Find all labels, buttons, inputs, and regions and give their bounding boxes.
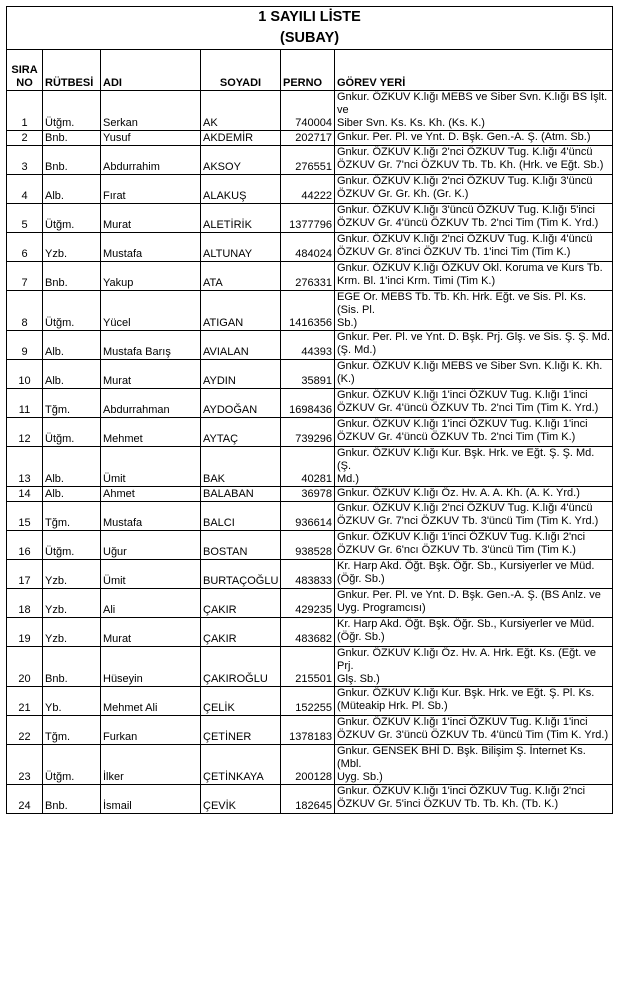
gorev-line-1: Gnkur. ÖZKUV K.lığı 2'nci ÖZKUV Tug. K.lığı 4'üncü [337, 502, 593, 514]
gorev-line-2: (Öğr. Sb.) [337, 631, 385, 643]
cell-soyadi: AVIALAN [201, 331, 281, 360]
header-row [7, 50, 613, 91]
cell-perno: 1698436 [281, 389, 335, 418]
personnel-table [6, 6, 613, 814]
cell-gorev-yeri [335, 389, 613, 418]
gorev-line-2: Siber Svn. Ks. Ks. Kh. (Ks. K.) [337, 117, 485, 129]
cell-adi: Murat [101, 360, 201, 389]
cell-perno: 429235 [281, 589, 335, 618]
cell-adi: Abdurrahim [101, 146, 201, 175]
cell-rutbe: Bnb. [43, 785, 101, 814]
cell-sira-no: 4 [7, 175, 43, 204]
cell-adi: Ümit [101, 447, 201, 487]
gorev-line-2: ÖZKUV Gr. 4'üncü ÖZKUV Tb. 2'nci Tim (Tim K. Yrd.) [337, 217, 599, 229]
table-row [7, 447, 613, 487]
cell-adi: Yakup [101, 262, 201, 291]
cell-perno: 938528 [281, 531, 335, 560]
cell-sira-no: 16 [7, 531, 43, 560]
cell-sira-no: 9 [7, 331, 43, 360]
gorev-line-1: Gnkur. ÖZKUV K.lığı 2'nci ÖZKUV Tug. K.lığı 3'üncü [337, 175, 593, 187]
cell-perno: 44393 [281, 331, 335, 360]
cell-perno: 484024 [281, 233, 335, 262]
cell-rutbe: Tğm. [43, 716, 101, 745]
cell-adi: Mehmet Ali [101, 687, 201, 716]
cell-sira-no: 15 [7, 502, 43, 531]
cell-adi: İlker [101, 745, 201, 785]
cell-soyadi: ATA [201, 262, 281, 291]
cell-sira-no: 2 [7, 131, 43, 146]
cell-soyadi: ÇAKIR [201, 618, 281, 647]
cell-adi: İsmail [101, 785, 201, 814]
gorev-line-2: ÖZKUV Gr. 7'nci ÖZKUV Tb. Tb. Kh. (Hrk. ve Eğt. Sb.) [337, 159, 604, 171]
document-sheet [6, 6, 612, 814]
gorev-line-1: EGE Or. MEBS Tb. Tb. Kh. Hrk. Eğt. ve Sis. Pl. Ks. (Sis. Pl. [337, 291, 587, 316]
header-rutbe: RÜTBESİ [43, 50, 101, 91]
header-adi: ADI [101, 50, 201, 91]
cell-sira-no: 3 [7, 146, 43, 175]
table-row [7, 618, 613, 647]
cell-adi: Mehmet [101, 418, 201, 447]
cell-rutbe: Bnb. [43, 647, 101, 687]
cell-soyadi: AK [201, 91, 281, 131]
cell-rutbe: Alb. [43, 360, 101, 389]
table-row [7, 502, 613, 531]
gorev-line-1: Gnkur. Per. Pl. ve Ynt. D. Bşk. Gen.-A. Ş. (BS Anlz. ve [337, 589, 601, 601]
table-row [7, 204, 613, 233]
table-row [7, 262, 613, 291]
gorev-line-2: ÖZKUV Gr. 8'inci ÖZKUV Tb. 1'inci Tim (Tim K.) [337, 246, 571, 258]
cell-adi: Ümit [101, 560, 201, 589]
cell-adi: Mustafa [101, 233, 201, 262]
gorev-line-2: (Öğr. Sb.) [337, 573, 385, 585]
table-row [7, 146, 613, 175]
cell-rutbe: Ütğm. [43, 91, 101, 131]
cell-rutbe: Ütğm. [43, 745, 101, 785]
cell-rutbe: Bnb. [43, 131, 101, 146]
cell-adi: Murat [101, 204, 201, 233]
gorev-line-2: Uyg. Sb.) [337, 771, 383, 783]
cell-soyadi: ÇAKIR [201, 589, 281, 618]
cell-soyadi: ATIGAN [201, 291, 281, 331]
gorev-line-1: Gnkur. ÖZKUV K.lığı 2'nci ÖZKUV Tug. K.lığı 4'üncü [337, 146, 593, 158]
cell-rutbe: Yzb. [43, 589, 101, 618]
gorev-line-2: ÖZKUV Gr. 3'üncü ÖZKUV Tb. 4'üncü Tim (Tim K. Yrd.) [337, 729, 609, 741]
cell-adi: Fırat [101, 175, 201, 204]
cell-soyadi: BOSTAN [201, 531, 281, 560]
gorev-line-1: Gnkur. GENSEK BHİ D. Bşk. Bilişim Ş. İnternet Ks. (Mbl. [337, 745, 586, 770]
cell-perno: 740004 [281, 91, 335, 131]
table-row [7, 647, 613, 687]
gorev-line-2: ÖZKUV Gr. 7'nci ÖZKUV Tb. 3'üncü Tim (Tim K. Yrd.) [337, 515, 599, 527]
cell-gorev-yeri [335, 716, 613, 745]
cell-adi: Yusuf [101, 131, 201, 146]
cell-rutbe: Alb. [43, 175, 101, 204]
cell-sira-no: 6 [7, 233, 43, 262]
cell-soyadi: ALTUNAY [201, 233, 281, 262]
cell-rutbe: Alb. [43, 447, 101, 487]
cell-sira-no: 8 [7, 291, 43, 331]
table-row [7, 91, 613, 131]
cell-gorev-yeri [335, 502, 613, 531]
table-row [7, 531, 613, 560]
cell-rutbe: Yb. [43, 687, 101, 716]
table-row [7, 560, 613, 589]
cell-rutbe: Tğm. [43, 502, 101, 531]
gorev-line-2: ÖZKUV Gr. 5'inci ÖZKUV Tb. Tb. Kh. (Tb. K.) [337, 798, 559, 810]
gorev-line-2: Glş. Sb.) [337, 673, 380, 685]
gorev-line-2: Krm. Bl. 1'inci Krm. Timi (Tim K.) [337, 275, 496, 287]
cell-soyadi: ÇELİK [201, 687, 281, 716]
cell-gorev-yeri [335, 487, 613, 502]
gorev-line-1: Gnkur. ÖZKUV K.lığı Öz. Hv. A. A. Kh. (A. K. Yrd.) [337, 487, 580, 499]
cell-sira-no: 17 [7, 560, 43, 589]
cell-soyadi: ALAKUŞ [201, 175, 281, 204]
cell-adi: Yücel [101, 291, 201, 331]
cell-sira-no: 24 [7, 785, 43, 814]
cell-rutbe: Ütğm. [43, 418, 101, 447]
cell-gorev-yeri [335, 262, 613, 291]
cell-sira-no: 18 [7, 589, 43, 618]
cell-sira-no: 22 [7, 716, 43, 745]
gorev-line-1: Gnkur. Per. Pl. ve Ynt. D. Bşk. Gen.-A. Ş. (Atm. Sb.) [337, 131, 591, 143]
cell-sira-no: 23 [7, 745, 43, 785]
gorev-line-1: Gnkur. ÖZKUV K.lığı MEBS ve Siber Svn. K.lığı K. Kh. (K.) [337, 360, 603, 385]
cell-soyadi: AYTAÇ [201, 418, 281, 447]
cell-soyadi: AKDEMİR [201, 131, 281, 146]
cell-perno: 40281 [281, 447, 335, 487]
gorev-line-1: Gnkur. ÖZKUV K.lığı 1'inci ÖZKUV Tug. K.lığı 2'nci [337, 531, 586, 543]
header-sira-no: SIRA NO [7, 50, 43, 91]
list-title: 1 SAYILI LİSTE [7, 7, 613, 28]
gorev-line-2: (Ş. Md.) [337, 344, 377, 356]
cell-gorev-yeri [335, 647, 613, 687]
gorev-line-1: Gnkur. ÖZKUV K.lığı 1'inci ÖZKUV Tug. K.lığı 2'nci [337, 785, 586, 797]
cell-sira-no: 7 [7, 262, 43, 291]
cell-adi: Ali [101, 589, 201, 618]
cell-gorev-yeri [335, 785, 613, 814]
cell-gorev-yeri [335, 291, 613, 331]
gorev-line-1: Gnkur. ÖZKUV K.lığı Öz. Hv. A. Hrk. Eğt. Ks. (Eğt. ve Prj. [337, 647, 596, 672]
cell-rutbe: Ütğm. [43, 204, 101, 233]
gorev-line-1: Kr. Harp Akd. Öğt. Bşk. Öğr. Sb., Kursiyerler ve Müd. [337, 618, 595, 630]
cell-soyadi: AYDOĞAN [201, 389, 281, 418]
header-perno: PERNO [281, 50, 335, 91]
cell-soyadi: BURTAÇOĞLU [201, 560, 281, 589]
gorev-line-1: Gnkur. ÖZKUV K.lığı 1'inci ÖZKUV Tug. K.lığı 1'inci [337, 418, 588, 430]
cell-perno: 202717 [281, 131, 335, 146]
gorev-line-1: Gnkur. ÖZKUV K.lığı 2'nci ÖZKUV Tug. K.lığı 4'üncü [337, 233, 593, 245]
table-row [7, 418, 613, 447]
cell-perno: 483682 [281, 618, 335, 647]
cell-soyadi: ÇAKIROĞLU [201, 647, 281, 687]
cell-gorev-yeri [335, 531, 613, 560]
cell-perno: 1378183 [281, 716, 335, 745]
cell-perno: 182645 [281, 785, 335, 814]
cell-perno: 936614 [281, 502, 335, 531]
cell-adi: Ahmet [101, 487, 201, 502]
cell-adi: Murat [101, 618, 201, 647]
cell-soyadi: ÇETİNER [201, 716, 281, 745]
table-row [7, 291, 613, 331]
gorev-line-2: ÖZKUV Gr. Gr. Kh. (Gr. K.) [337, 188, 469, 200]
cell-soyadi: ALETİRİK [201, 204, 281, 233]
table-row [7, 745, 613, 785]
cell-rutbe: Ütğm. [43, 531, 101, 560]
table-row [7, 360, 613, 389]
cell-adi: Abdurrahman [101, 389, 201, 418]
cell-gorev-yeri [335, 447, 613, 487]
cell-sira-no: 11 [7, 389, 43, 418]
cell-perno: 152255 [281, 687, 335, 716]
cell-rutbe: Bnb. [43, 146, 101, 175]
cell-rutbe: Yzb. [43, 560, 101, 589]
gorev-line-1: Gnkur. ÖZKUV K.lığı Kur. Bşk. Hrk. ve Eğt. Ş. Pl. Ks. [337, 687, 595, 699]
cell-soyadi: ÇETİNKAYA [201, 745, 281, 785]
cell-gorev-yeri [335, 687, 613, 716]
gorev-line-1: Gnkur. ÖZKUV K.lığı Kur. Bşk. Hrk. ve Eğt. Ş. Ş. Md. (Ş. [337, 447, 595, 472]
cell-perno: 1416356 [281, 291, 335, 331]
cell-perno: 483833 [281, 560, 335, 589]
cell-rutbe: Tğm. [43, 389, 101, 418]
gorev-line-1: Gnkur. ÖZKUV K.lığı 1'inci ÖZKUV Tug. K.lığı 1'inci [337, 389, 588, 401]
cell-sira-no: 14 [7, 487, 43, 502]
cell-sira-no: 5 [7, 204, 43, 233]
cell-gorev-yeri [335, 204, 613, 233]
cell-adi: Mustafa [101, 502, 201, 531]
table-row [7, 233, 613, 262]
gorev-line-1: Kr. Harp Akd. Öğt. Bşk. Öğr. Sb., Kursiyerler ve Müd. [337, 560, 595, 572]
cell-perno: 215501 [281, 647, 335, 687]
cell-perno: 35891 [281, 360, 335, 389]
cell-rutbe: Yzb. [43, 618, 101, 647]
cell-gorev-yeri [335, 131, 613, 146]
table-row [7, 716, 613, 745]
list-subtitle: (SUBAY) [7, 27, 613, 50]
cell-perno: 36978 [281, 487, 335, 502]
header-soyadi: SOYADI [201, 50, 281, 91]
cell-perno: 276551 [281, 146, 335, 175]
gorev-line-2: Md.) [337, 473, 359, 485]
cell-soyadi: AYDIN [201, 360, 281, 389]
cell-adi: Hüseyin [101, 647, 201, 687]
gorev-line-2: ÖZKUV Gr. 4'üncü ÖZKUV Tb. 2'nci Tim (Tim K.) [337, 431, 576, 443]
cell-soyadi: BALABAN [201, 487, 281, 502]
cell-rutbe: Alb. [43, 331, 101, 360]
cell-rutbe: Yzb. [43, 233, 101, 262]
cell-sira-no: 21 [7, 687, 43, 716]
subtitle-row [7, 27, 613, 50]
cell-gorev-yeri [335, 175, 613, 204]
gorev-line-2: Sb.) [337, 317, 358, 329]
cell-soyadi: BAK [201, 447, 281, 487]
table-row [7, 589, 613, 618]
cell-perno: 44222 [281, 175, 335, 204]
table-row [7, 785, 613, 814]
gorev-line-2: ÖZKUV Gr. 6'ncı ÖZKUV Tb. 3'üncü Tim (Tim K.) [337, 544, 576, 556]
cell-gorev-yeri [335, 331, 613, 360]
cell-adi: Furkan [101, 716, 201, 745]
gorev-line-1: Gnkur. ÖZKUV K.lığı ÖZKUV Okl. Koruma ve Kurs Tb. [337, 262, 603, 274]
cell-gorev-yeri [335, 560, 613, 589]
gorev-line-1: Gnkur. ÖZKUV K.lığı 1'inci ÖZKUV Tug. K.lığı 1'inci [337, 716, 588, 728]
cell-perno: 739296 [281, 418, 335, 447]
cell-sira-no: 1 [7, 91, 43, 131]
cell-gorev-yeri [335, 745, 613, 785]
cell-adi: Mustafa Barış [101, 331, 201, 360]
cell-gorev-yeri [335, 91, 613, 131]
cell-gorev-yeri [335, 418, 613, 447]
title-row [7, 7, 613, 28]
table-row [7, 331, 613, 360]
cell-soyadi: AKSOY [201, 146, 281, 175]
table-row [7, 687, 613, 716]
cell-sira-no: 13 [7, 447, 43, 487]
cell-soyadi: BALCI [201, 502, 281, 531]
cell-rutbe: Alb. [43, 487, 101, 502]
cell-sira-no: 19 [7, 618, 43, 647]
cell-soyadi: ÇEVİK [201, 785, 281, 814]
table-row [7, 175, 613, 204]
cell-adi: Uğur [101, 531, 201, 560]
header-gorev: GÖREV YERİ [335, 50, 613, 91]
cell-perno: 1377796 [281, 204, 335, 233]
table-row [7, 389, 613, 418]
table-row [7, 131, 613, 146]
cell-rutbe: Ütğm. [43, 291, 101, 331]
gorev-line-1: Gnkur. ÖZKUV K.lığı MEBS ve Siber Svn. K.lığı BS İşlt. ve [337, 91, 608, 116]
cell-sira-no: 10 [7, 360, 43, 389]
cell-sira-no: 20 [7, 647, 43, 687]
cell-adi: Serkan [101, 91, 201, 131]
gorev-line-1: Gnkur. Per. Pl. ve Ynt. D. Bşk. Prj. Glş. ve Sis. Ş. Ş. Md. [337, 331, 611, 343]
gorev-line-1: Gnkur. ÖZKUV K.lığı 3'üncü ÖZKUV Tug. K.lığı 5'inci [337, 204, 595, 216]
cell-rutbe: Bnb. [43, 262, 101, 291]
cell-gorev-yeri [335, 618, 613, 647]
table-row [7, 487, 613, 502]
gorev-line-2: (Müteakip Hrk. Pl. Sb.) [337, 700, 448, 712]
cell-gorev-yeri [335, 146, 613, 175]
cell-perno: 276331 [281, 262, 335, 291]
gorev-line-2: ÖZKUV Gr. 4'üncü ÖZKUV Tb. 2'nci Tim (Tim K. Yrd.) [337, 402, 599, 414]
gorev-line-2: Uyg. Programcısı) [337, 602, 426, 614]
cell-gorev-yeri [335, 589, 613, 618]
cell-gorev-yeri [335, 360, 613, 389]
cell-gorev-yeri [335, 233, 613, 262]
cell-perno: 200128 [281, 745, 335, 785]
cell-sira-no: 12 [7, 418, 43, 447]
